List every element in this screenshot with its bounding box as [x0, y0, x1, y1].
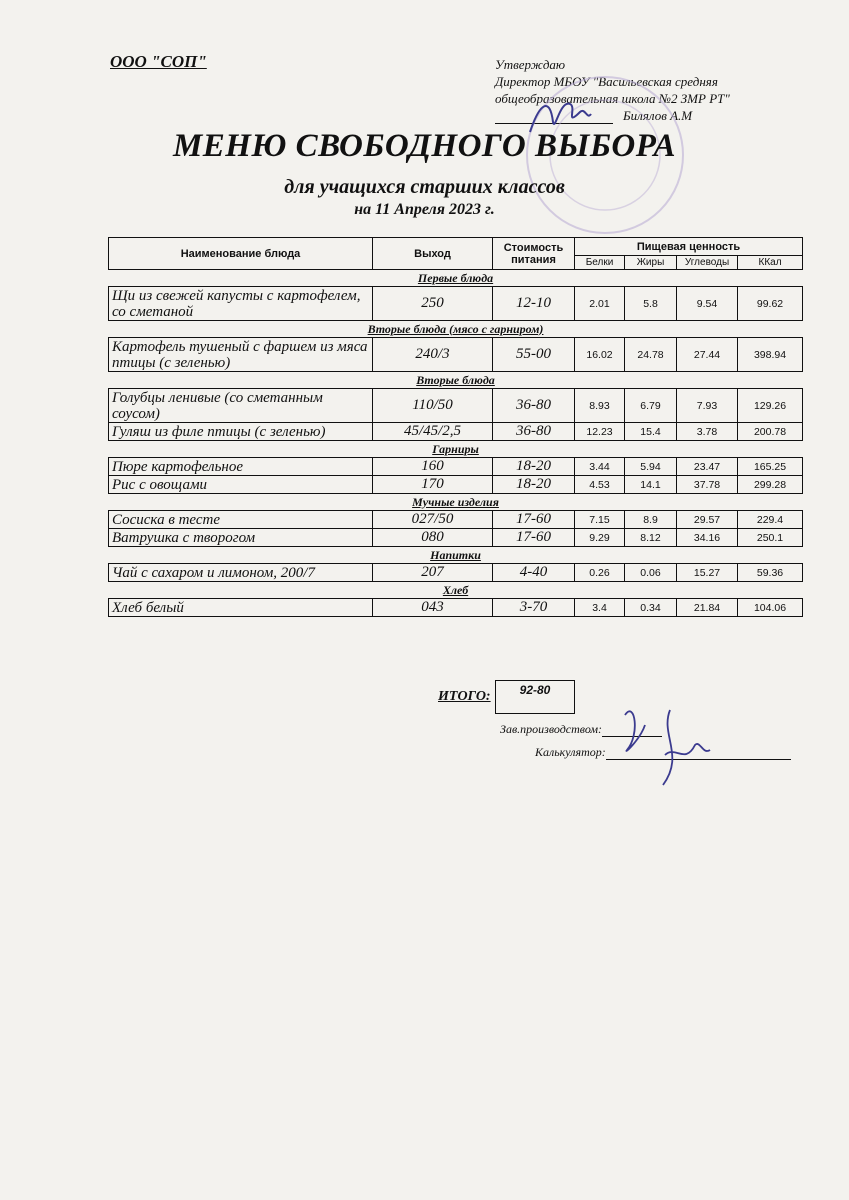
dish-output: 027/50	[373, 511, 493, 529]
director-signature-line	[495, 123, 613, 124]
table-row	[109, 458, 803, 476]
table-row	[109, 423, 803, 441]
table-row	[109, 564, 803, 582]
total-value: 92-80	[495, 680, 575, 714]
header-fat: Жиры	[625, 256, 677, 270]
dish-fat: 14.1	[625, 476, 677, 494]
dish-fat: 24.78	[625, 338, 677, 372]
dish-protein: 0.26	[575, 564, 625, 582]
dish-carbs: 21.84	[677, 599, 738, 617]
table-row	[109, 338, 803, 372]
dish-price: 18-20	[493, 476, 575, 494]
table-row	[109, 511, 803, 529]
dish-kcal: 59.36	[738, 564, 803, 582]
organization-name: ООО "СОП"	[110, 52, 207, 71]
category-row	[109, 321, 803, 338]
dish-kcal: 99.62	[738, 287, 803, 321]
header-protein: Белки	[575, 256, 625, 270]
dish-name: Хлеб белый	[109, 599, 373, 617]
dish-name: Чай с сахаром и лимоном, 200/7	[109, 564, 373, 582]
dish-name: Гуляш из филе птицы (с зеленью)	[109, 423, 373, 441]
dish-carbs: 3.78	[677, 423, 738, 441]
header-name: Наименование блюда	[109, 238, 373, 270]
production-manager-label: Зав.производством:	[500, 722, 603, 736]
category-row	[109, 582, 803, 599]
dish-protein: 3.4	[575, 599, 625, 617]
menu-table	[108, 237, 803, 617]
approve-school: общеобразовательная школа №2 ЗМР РТ"	[495, 91, 730, 106]
dish-output: 45/45/2,5	[373, 423, 493, 441]
dish-name: Ватрушка с творогом	[109, 529, 373, 547]
category-label: Первые блюда	[109, 270, 803, 287]
header-kcal: ККал	[738, 256, 803, 270]
calculator-sign-row	[535, 745, 791, 760]
dish-kcal: 104.06	[738, 599, 803, 617]
dish-price: 36-80	[493, 389, 575, 423]
dish-fat: 5.94	[625, 458, 677, 476]
dish-output: 207	[373, 564, 493, 582]
dish-protein: 3.44	[575, 458, 625, 476]
dish-price: 55-00	[493, 338, 575, 372]
category-label: Гарниры	[109, 441, 803, 458]
total-label: ИТОГО:	[438, 689, 491, 704]
approve-label: Утверждаю	[495, 57, 566, 72]
dish-price: 12-10	[493, 287, 575, 321]
category-row	[109, 372, 803, 389]
category-label: Хлеб	[109, 582, 803, 599]
table-row	[109, 476, 803, 494]
dish-fat: 6.79	[625, 389, 677, 423]
dish-carbs: 9.54	[677, 287, 738, 321]
dish-name: Пюре картофельное	[109, 458, 373, 476]
dish-protein: 8.93	[575, 389, 625, 423]
dish-fat: 0.06	[625, 564, 677, 582]
dish-output: 250	[373, 287, 493, 321]
dish-output: 080	[373, 529, 493, 547]
dish-protein: 7.15	[575, 511, 625, 529]
dish-fat: 5.8	[625, 287, 677, 321]
dish-protein: 16.02	[575, 338, 625, 372]
category-row	[109, 494, 803, 511]
category-label: Мучные изделия	[109, 494, 803, 511]
approve-position: Директор МБОУ "Васильевская средняя	[495, 74, 718, 89]
dish-kcal: 299.28	[738, 476, 803, 494]
dish-protein: 2.01	[575, 287, 625, 321]
dish-carbs: 37.78	[677, 476, 738, 494]
dish-carbs: 34.16	[677, 529, 738, 547]
dish-output: 240/3	[373, 338, 493, 372]
category-label: Вторые блюда (мясо с гарниром)	[109, 321, 803, 338]
dish-protein: 12.23	[575, 423, 625, 441]
production-sign-row	[500, 722, 662, 737]
director-name: Билялов А.М	[623, 108, 693, 123]
dish-name: Щи из свежей капусты с картофелем, со сметаной	[109, 287, 373, 321]
dish-kcal: 129.26	[738, 389, 803, 423]
table-row	[109, 389, 803, 423]
header-nutrition: Пищевая ценность	[575, 238, 803, 256]
dish-output: 160	[373, 458, 493, 476]
header-output: Выход	[373, 238, 493, 270]
dish-name: Рис с овощами	[109, 476, 373, 494]
table-row	[109, 287, 803, 321]
dish-kcal: 398.94	[738, 338, 803, 372]
category-label: Напитки	[109, 547, 803, 564]
dish-carbs: 29.57	[677, 511, 738, 529]
dish-price: 18-20	[493, 458, 575, 476]
dish-kcal: 165.25	[738, 458, 803, 476]
dish-price: 36-80	[493, 423, 575, 441]
dish-carbs: 15.27	[677, 564, 738, 582]
dish-fat: 15.4	[625, 423, 677, 441]
menu-date: на 11 Апреля 2023 г.	[354, 201, 495, 218]
category-row	[109, 270, 803, 287]
dish-fat: 8.12	[625, 529, 677, 547]
dish-protein: 4.53	[575, 476, 625, 494]
dish-output: 170	[373, 476, 493, 494]
dish-output: 110/50	[373, 389, 493, 423]
table-row	[109, 529, 803, 547]
dish-carbs: 27.44	[677, 338, 738, 372]
calculator-signature-line	[606, 759, 791, 760]
category-label: Вторые блюда	[109, 372, 803, 389]
page-title: МЕНЮ СВОБОДНОГО ВЫБОРА	[172, 128, 677, 164]
dish-kcal: 229.4	[738, 511, 803, 529]
dish-price: 4-40	[493, 564, 575, 582]
dish-kcal: 200.78	[738, 423, 803, 441]
approval-block	[495, 56, 730, 124]
dish-price: 17-60	[493, 529, 575, 547]
header-price: Стоимость питания	[493, 238, 575, 270]
dish-kcal: 250.1	[738, 529, 803, 547]
table-header-row	[109, 238, 803, 256]
dish-name: Голубцы ленивые (со сметанным соусом)	[109, 389, 373, 423]
dish-protein: 9.29	[575, 529, 625, 547]
dish-price: 17-60	[493, 511, 575, 529]
dish-carbs: 23.47	[677, 458, 738, 476]
dish-output: 043	[373, 599, 493, 617]
dish-price: 3-70	[493, 599, 575, 617]
production-signature-line	[602, 736, 662, 737]
category-row	[109, 547, 803, 564]
page-subtitle: для учащихся старших классов	[284, 176, 565, 198]
table-row	[109, 599, 803, 617]
dish-name: Картофель тушеный с фаршем из мяса птицы (с зеленью)	[109, 338, 373, 372]
dish-fat: 0.34	[625, 599, 677, 617]
category-row	[109, 441, 803, 458]
dish-name: Сосиска в тесте	[109, 511, 373, 529]
dish-fat: 8.9	[625, 511, 677, 529]
calculator-label: Калькулятор:	[535, 745, 606, 759]
header-carbs: Углеводы	[677, 256, 738, 270]
dish-carbs: 7.93	[677, 389, 738, 423]
